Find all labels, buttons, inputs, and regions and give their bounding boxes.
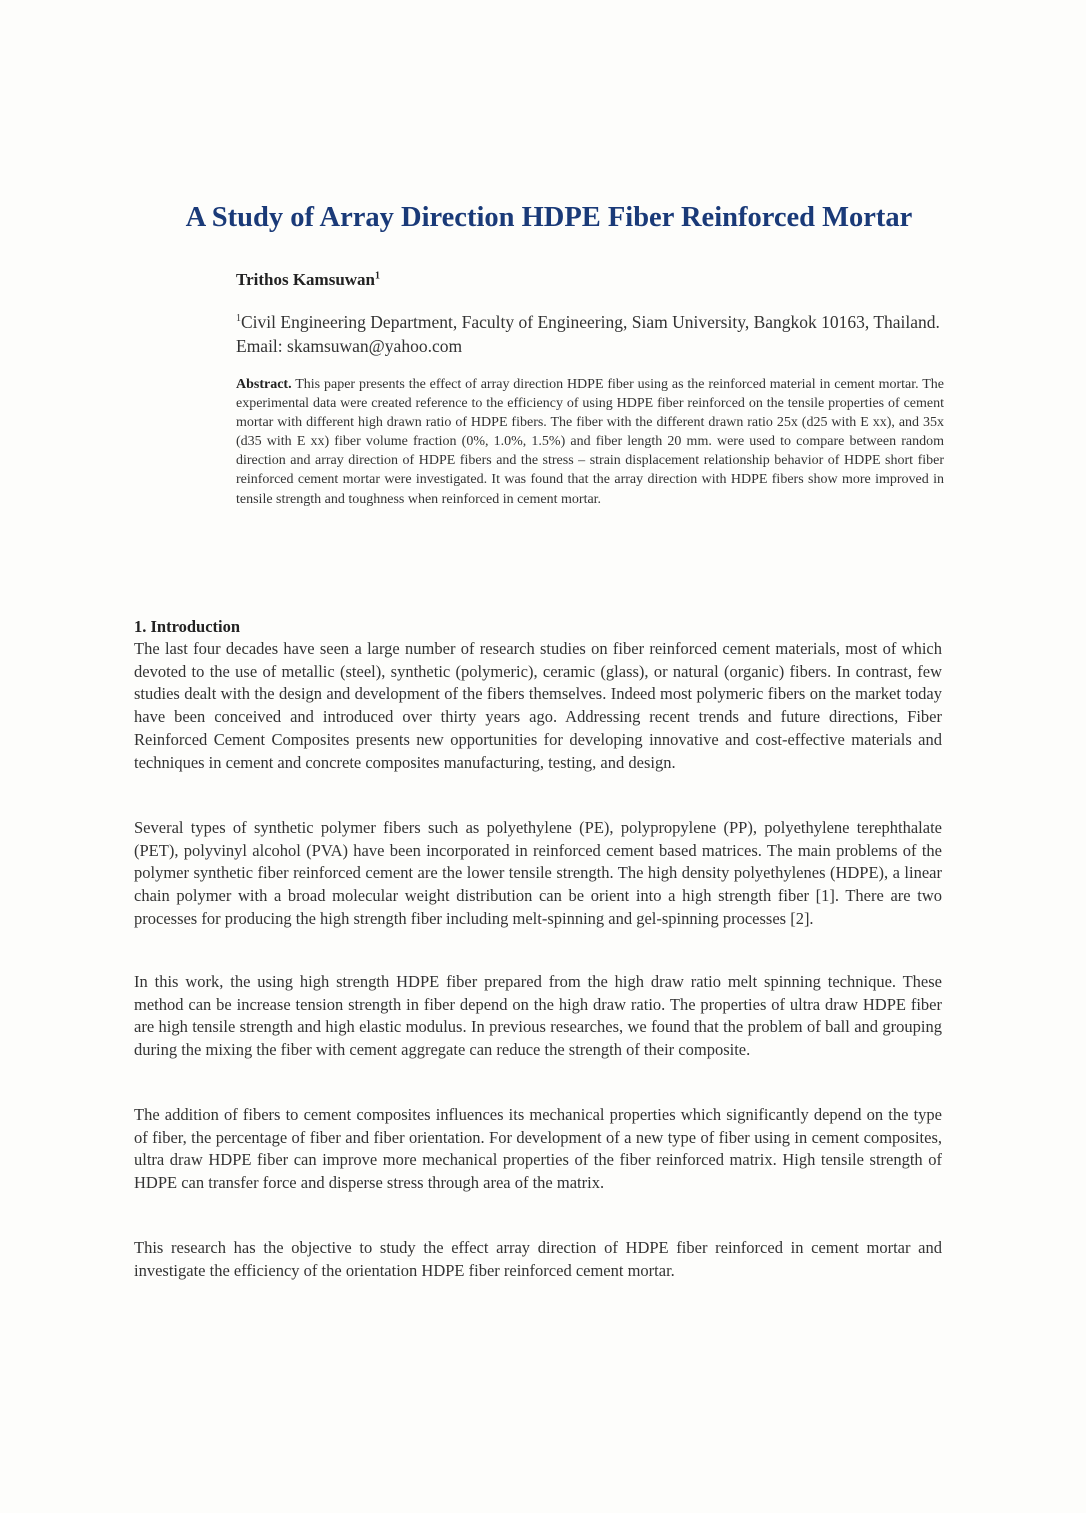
abstract-label: Abstract. — [236, 377, 292, 392]
affiliation-text: Civil Engineering Department, Faculty of Engineering, Siam University, Bangkok 10163, Thailand. Email: skamsuwan@yahoo.com — [236, 312, 940, 356]
affiliation — [236, 310, 956, 358]
intro-paragraph-3: In this work, the using high strength HDPE fiber prepared from the high draw ratio melt spinning technique. These method can be increase tension strength in fiber depend on the high draw ratio. The properties of ultra draw HDPE fiber are high tensile strength and high elastic modulus. In previous researches, we found that the problem of ball and grouping during the mixing the fiber with cement aggregate can reduce the strength of their composite. — [134, 972, 942, 1060]
abstract — [236, 375, 944, 509]
abstract-text: This paper presents the effect of array direction HDPE fiber using as the reinforced material in cement mortar. The experimental data were created reference to the efficiency of using HDPE fiber reinforced on the tensile properties of cement mortar with different high drawn ratio of HDPE fibers. The fiber with the different drawn ratio 25x (d25 with E xx), and 35x (d35 with E xx) fiber volume fraction (0%, 1.0%, 1.5%) and fiber length 20 mm. were used to compare between random direction and array direction of HDPE fibers and the stress – strain displacement relationship behavior of HDPE short fiber reinforced cement mortar were investigated. It was found that the array direction with HDPE fibers show more improved in tensile strength and toughness when reinforced in cement mortar. — [236, 377, 944, 507]
intro-paragraph-4: The addition of fibers to cement composites influences its mechanical properties which significantly depend on the type of fiber, the percentage of fiber and fiber orientation. For development of a new type of fiber using in cement composites, ultra draw HDPE fiber can improve more mechanical properties of the fiber reinforced matrix. High tensile strength of HDPE can transfer force and disperse stress through area of the matrix. — [134, 1105, 942, 1193]
author-line — [236, 270, 380, 290]
author-name: Trithos Kamsuwan — [236, 270, 376, 289]
paper-title: A Study of Array Direction HDPE Fiber Reinforced Mortar — [185, 202, 913, 233]
intro-paragraph-5: This research has the objective to study the effect array direction of HDPE fiber reinforced in cement mortar and investigate the efficiency of the orientation HDPE fiber reinforced cement mortar. — [134, 1238, 942, 1280]
intro-paragraph-2: Several types of synthetic polymer fibers such as polyethylene (PE), polypropylene (PP), polyethylene terephthalate (PET), polyvinyl alcohol (PVA) have been incorporated in reinforced cement based matrices. The main problems of the polymer synthetic fiber reinforced cement are the lower tensile strength. The high density polyethylenes (HDPE), a linear chain polymer with a broad molecular weight distribution can be orient into a high strength fiber [1]. There are two processes for producing the high strength fiber including melt-spinning and gel-spinning processes [2]. — [134, 818, 942, 928]
author-affiliation-mark: 1 — [375, 270, 381, 282]
intro-paragraph-1: The last four decades have seen a large number of research studies on fiber reinforced cement materials, most of which devoted to the use of metallic (steel), synthetic (polymeric), ceramic (glass), or natural (organic) fibers. In contrast, few studies dealt with the design and development of the fibers themselves. Indeed most polymeric fibers on the market today have been conceived and introduced over thirty years ago. Addressing recent trends and future directions, Fiber Reinforced Cement Composites presents new opportunities for developing innovative and cost-effective materials and techniques in cement and concrete composites manufacturing, testing, and design. — [134, 639, 942, 772]
affiliation-mark: 1 — [236, 313, 241, 325]
section-heading-introduction: 1. Introduction — [134, 617, 241, 636]
